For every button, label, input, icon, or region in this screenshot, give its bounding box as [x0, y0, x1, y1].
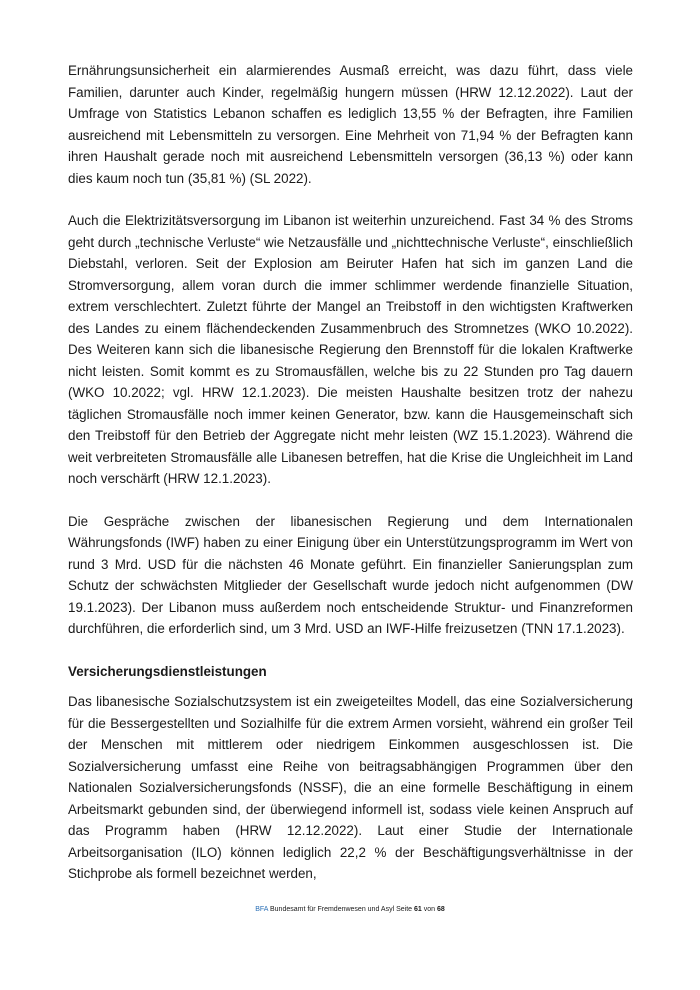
- paragraph-spacer: [68, 640, 633, 661]
- paragraph-spacer: [68, 490, 633, 511]
- page-footer: [0, 906, 700, 913]
- paragraph-social-protection: Das libanesische Sozialschutzsystem ist ein zweigeteiltes Modell, das eine Sozialversicherung für die Bessergestellten und Sozialhilfe für die extrem Armen vorsieht, während ein großer Teil der Menschen mit mittlerem oder niedrigem Einkommen ausgeschlossen ist. Die Sozialversicherung umfasst eine Reihe von beitragsabhängigen Programmen über den Nationalen Sozialversicherungsfonds (NSSF), die an eine formelle Beschäftigung in einem Arbeitsmarkt gebunden sind, der überwiegend informell ist, sodass viele keinen Anspruch auf das Programm haben (HRW 12.12.2022). Laut einer Studie der Internationale Arbeitsorganisation (ILO) können lediglich 22,2 % der Beschäftigungsverhältnisse in der Stichprobe als formell bezeichnet werden,: [68, 694, 633, 881]
- section-heading: Versicherungsdienstleistungen: [68, 663, 267, 679]
- footer-page-current: 61: [414, 906, 422, 913]
- bfa-logo: BFA: [255, 906, 269, 913]
- paragraph-imf-talks: Die Gespräche zwischen der libanesischen Regierung und dem Internationalen Währungsfonds (IWF) haben zu einer Einigung über ein Unterstützungsprogramm im Wert von rund 3 Mrd. USD für die nächsten 46 Monate geführt. Ein finanzieller Sanierungsplan zum Schutz der schwächsten Mitglieder der Gesellschaft wurde jedoch nicht aufgenommen (DW 19.1.2023). Der Libanon muss außerdem noch entscheidende Struktur- und Finanzreformen durchführen, die erforderlich sind, um 3 Mrd. USD an IWF-Hilfe freizusetzen (TNN 17.1.2023).: [68, 513, 633, 636]
- paragraph-electricity: Auch die Elektrizitätsversorgung im Libanon ist weiterhin unzureichend. Fast 34 % des Stroms geht durch „technische Verluste“ wie Netzausfälle und „nichttechnische Verluste“, einschließlich Diebstahl, verloren. Seit der Explosion am Beiruter Hafen hat sich im ganzen Land die Stromversorgung, allem voran durch die immer schlimmer werdende finanzielle Situation, extrem verschlechtert. Zuletzt führte der Mangel an Treibstoff in den wichtigsten Kraftwerken des Landes zu einem flächendeckenden Zusammenbruch des Stromnetzes (WKO 10.2022). Des Weiteren kann sich die libanesische Regierung den Brennstoff für die lokalen Kraftwerke nicht leisten. Somit kommt es zu Stromausfällen, welche bis zu 22 Stunden pro Tag dauern (WKO 10.2022; vgl. HRW 12.1.2023). Die meisten Haushalte besitzen trotz der nahezu täglichen Stromausfälle noch immer keinen Generator, bzw. kann die Hausgemeinschaft sich den Treibstoff für den Betrieb der Aggregate nicht mehr leisten (WZ 15.1.2023). Während die weit verbreiteten Stromausfälle alle Libanesen betreffen, hat die Krise die Ungleichheit im Land noch verschärft (HRW 12.1.2023).: [68, 213, 633, 486]
- footer-page-total: 68: [437, 906, 445, 913]
- page-content: [68, 60, 633, 885]
- footer-of-word: von: [423, 906, 436, 913]
- heading-spacer: [68, 682, 633, 691]
- footer-page-word: Seite: [396, 906, 413, 913]
- paragraph-food-insecurity: Ernährungsunsicherheit ein alarmierendes Ausmaß erreicht, was dazu führt, dass viele Familien, darunter auch Kinder, regelmäßig hungern müssen (HRW 12.12.2022). Laut der Umfrage von Statistics Lebanon schaffen es lediglich 13,55 % der Befragten, ihre Familien ausreichend mit Lebensmitteln zu versorgen. Eine Mehrheit von 71,94 % der Befragten kann ihren Haushalt gerade noch mit ausreichend Lebensmitteln versorgen (36,13 %) oder kann dies kaum noch tun (35,81 %) (SL 2022).: [68, 63, 633, 186]
- paragraph-spacer: [68, 189, 633, 210]
- footer-organization: Bundesamt für Fremdenwesen und Asyl: [270, 906, 395, 913]
